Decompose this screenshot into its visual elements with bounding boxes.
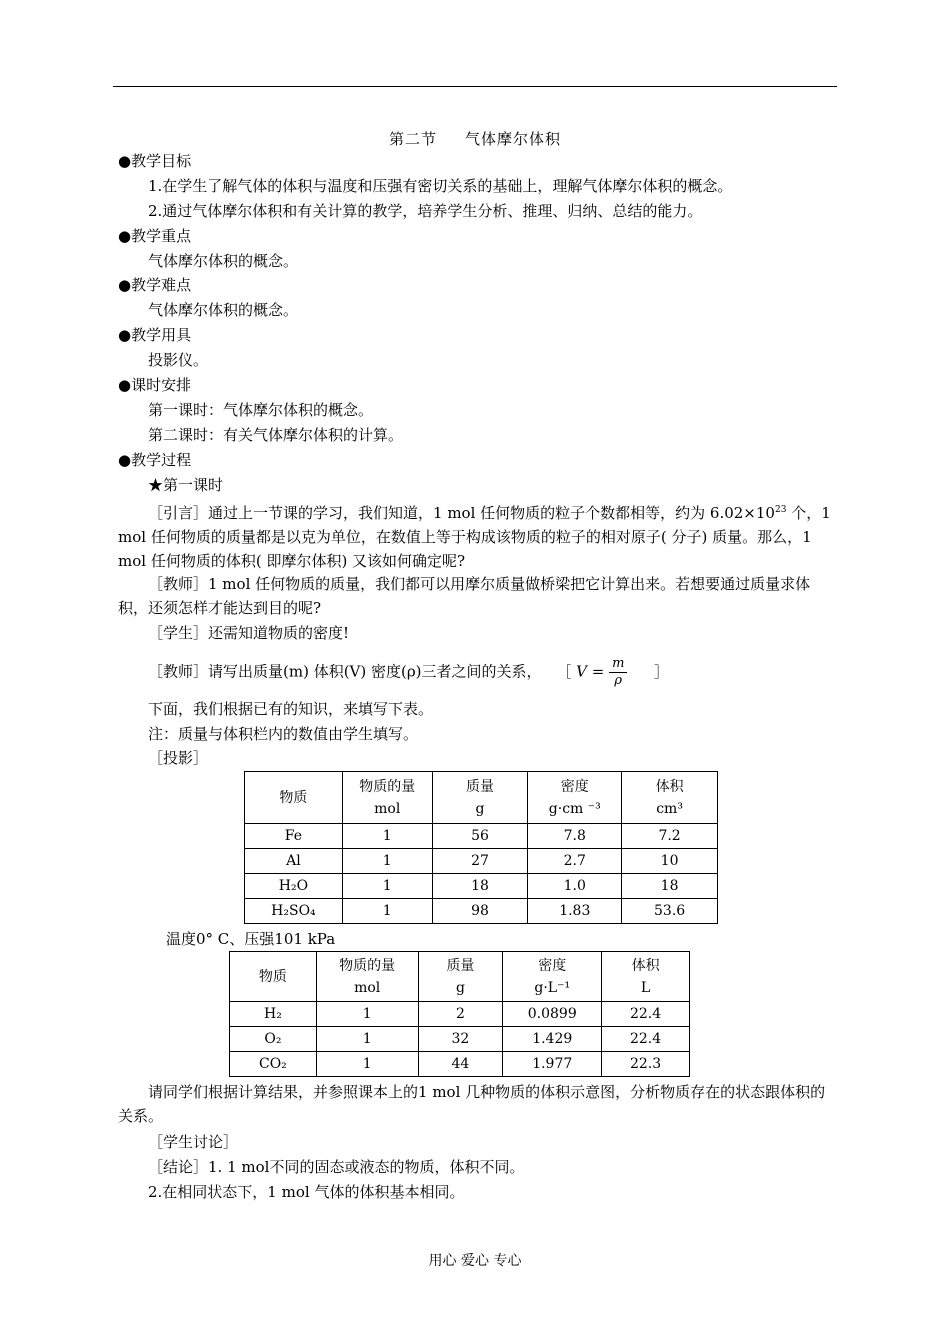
table-cell: H₂O bbox=[245, 874, 343, 899]
page-title bbox=[0, 128, 950, 149]
conclusion-1: ［结论］1. 1 mol不同的固态或液态的物质，体积不同。 bbox=[148, 1158, 525, 1176]
column-header: 体积 cm³ bbox=[622, 772, 718, 824]
teacher-paragraph-2: ［教师］请写出质量(m) 体积(V) 密度(ρ)三者之间的关系， ［ V = $\frac{m}{\rho}$ ］ bbox=[148, 656, 670, 688]
table-cell: 22.3 bbox=[602, 1052, 690, 1077]
projection-label: ［投影］ bbox=[148, 749, 209, 767]
table-cell: 1.429 bbox=[503, 1027, 602, 1052]
table-cell: H₂ bbox=[230, 1002, 317, 1027]
table-row bbox=[230, 1027, 690, 1052]
teacher-paragraph-1: ［教师］1 mol 任何物质的质量，我们都可以用摩尔质量做桥梁把它计算出来。若想要通过质量求体积，还须怎样才能达到目的呢? bbox=[118, 575, 811, 617]
table-cell: 1 bbox=[316, 1002, 418, 1027]
table-cell: CO₂ bbox=[230, 1052, 317, 1077]
conditions-label: 温度0° C、压强101 kPa bbox=[166, 930, 336, 948]
student-paragraph-1: ［学生］还需知道物质的密度! bbox=[148, 624, 350, 642]
goal-item-2: 2.通过气体摩尔体积和有关计算的教学，培养学生分析、推理、归纳、总结的能力。 bbox=[148, 202, 703, 220]
table-cell: 56 bbox=[432, 824, 528, 849]
column-header: 密度 g·cm ⁻³ bbox=[528, 772, 622, 824]
table-row bbox=[245, 874, 718, 899]
table-cell: 2.7 bbox=[528, 849, 622, 874]
goal-item-1: 1.在学生了解气体的体积与温度和压强有密切关系的基础上，理解气体摩尔体积的概念。 bbox=[148, 177, 733, 195]
formula-fraction: $\frac{m}{\rho}$ bbox=[609, 656, 627, 689]
table-cell: 27 bbox=[432, 849, 528, 874]
section-name: 气体摩尔体积 bbox=[465, 130, 562, 148]
goals-heading: ●教学目标 bbox=[118, 152, 192, 170]
student-note: 注：质量与体积栏内的数值由学生填写。 bbox=[148, 725, 419, 743]
column-header: 质量 g bbox=[432, 772, 528, 824]
column-header: 物质的量 mol bbox=[316, 952, 418, 1002]
table-cell: 1 bbox=[316, 1027, 418, 1052]
process-heading: ●教学过程 bbox=[118, 451, 192, 469]
schedule-item-2: 第二课时：有关气体摩尔体积的计算。 bbox=[148, 426, 404, 444]
table-cell: 1 bbox=[342, 824, 432, 849]
tools-heading: ●教学用具 bbox=[118, 326, 192, 344]
table-cell: Fe bbox=[245, 824, 343, 849]
header-rule bbox=[113, 86, 837, 87]
table-cell: 53.6 bbox=[622, 899, 718, 924]
table-cell: 1 bbox=[316, 1052, 418, 1077]
table-cell: 7.2 bbox=[622, 824, 718, 849]
gas-table bbox=[229, 951, 690, 1077]
column-header: 密度 g·L⁻¹ bbox=[503, 952, 602, 1002]
exponent: 23 bbox=[774, 505, 787, 515]
table-cell: 22.4 bbox=[602, 1002, 690, 1027]
table-cell: 1 bbox=[342, 849, 432, 874]
fill-note: 下面，我们根据已有的知识，来填写下表。 bbox=[148, 700, 434, 718]
table-cell: 10 bbox=[622, 849, 718, 874]
table-cell: 32 bbox=[418, 1027, 503, 1052]
conclusion-2: 2.在相同状态下，1 mol 气体的体积基本相同。 bbox=[148, 1183, 465, 1201]
difficulty-text: 气体摩尔体积的概念。 bbox=[148, 301, 299, 319]
column-header: 物质 bbox=[230, 952, 317, 1002]
column-header: 体积 L bbox=[602, 952, 690, 1002]
schedule-heading: ●课时安排 bbox=[118, 376, 192, 394]
column-header: 物质 bbox=[245, 772, 343, 824]
table-cell: 18 bbox=[622, 874, 718, 899]
table-cell: 1.83 bbox=[528, 899, 622, 924]
table-row bbox=[245, 824, 718, 849]
table-cell: 98 bbox=[432, 899, 528, 924]
analysis-paragraph: 请同学们根据计算结果，并参照课本上的1 mol 几种物质的体积示意图，分析物质存在的状态跟体积的关系。 bbox=[118, 1083, 826, 1125]
solid-liquid-table bbox=[244, 771, 718, 924]
table-cell: Al bbox=[245, 849, 343, 874]
table-cell: 44 bbox=[418, 1052, 503, 1077]
table-row bbox=[230, 1052, 690, 1077]
table-cell: 2 bbox=[418, 1002, 503, 1027]
table-cell: H₂SO₄ bbox=[245, 899, 343, 924]
section-number: 第二节 bbox=[388, 130, 437, 148]
focus-heading: ●教学重点 bbox=[118, 227, 192, 245]
discussion-label: ［学生讨论］ bbox=[148, 1133, 239, 1151]
table-cell: 22.4 bbox=[602, 1027, 690, 1052]
table-cell: 1 bbox=[342, 874, 432, 899]
intro-paragraph: ［引言］通过上一节课的学习，我们知道，1 mol 任何物质的粒子个数都相等，约为 $6.02\times 10^{23}$ 个，1 mol 任何物质的质量都是以克为单位，在数值上等于构成该物质的粒子的相对原子( 分子) 质量。那么，1 mol 任何物质的体积( 即摩尔体积) 又该如何确定呢? bbox=[118, 504, 831, 570]
column-header: 物质的量 mol bbox=[342, 772, 432, 824]
tools-text: 投影仪。 bbox=[148, 351, 209, 369]
table-cell: 1.0 bbox=[528, 874, 622, 899]
table-cell: 18 bbox=[432, 874, 528, 899]
table-cell: 1 bbox=[342, 899, 432, 924]
table-row bbox=[230, 1002, 690, 1027]
focus-text: 气体摩尔体积的概念。 bbox=[148, 252, 299, 270]
schedule-item-1: 第一课时：气体摩尔体积的概念。 bbox=[148, 401, 374, 419]
table-cell: 7.8 bbox=[528, 824, 622, 849]
table-cell: 0.0899 bbox=[503, 1002, 602, 1027]
formula-lhs: V = bbox=[576, 662, 605, 681]
table-cell: O₂ bbox=[230, 1027, 317, 1052]
table-row bbox=[245, 899, 718, 924]
table-cell: 1.977 bbox=[503, 1052, 602, 1077]
table-row bbox=[245, 849, 718, 874]
column-header: 质量 g bbox=[418, 952, 503, 1002]
page-footer: 用心 爱心 专心 bbox=[428, 1253, 522, 1269]
lesson-label: ★第一课时 bbox=[148, 476, 224, 494]
difficulty-heading: ●教学难点 bbox=[118, 276, 192, 294]
